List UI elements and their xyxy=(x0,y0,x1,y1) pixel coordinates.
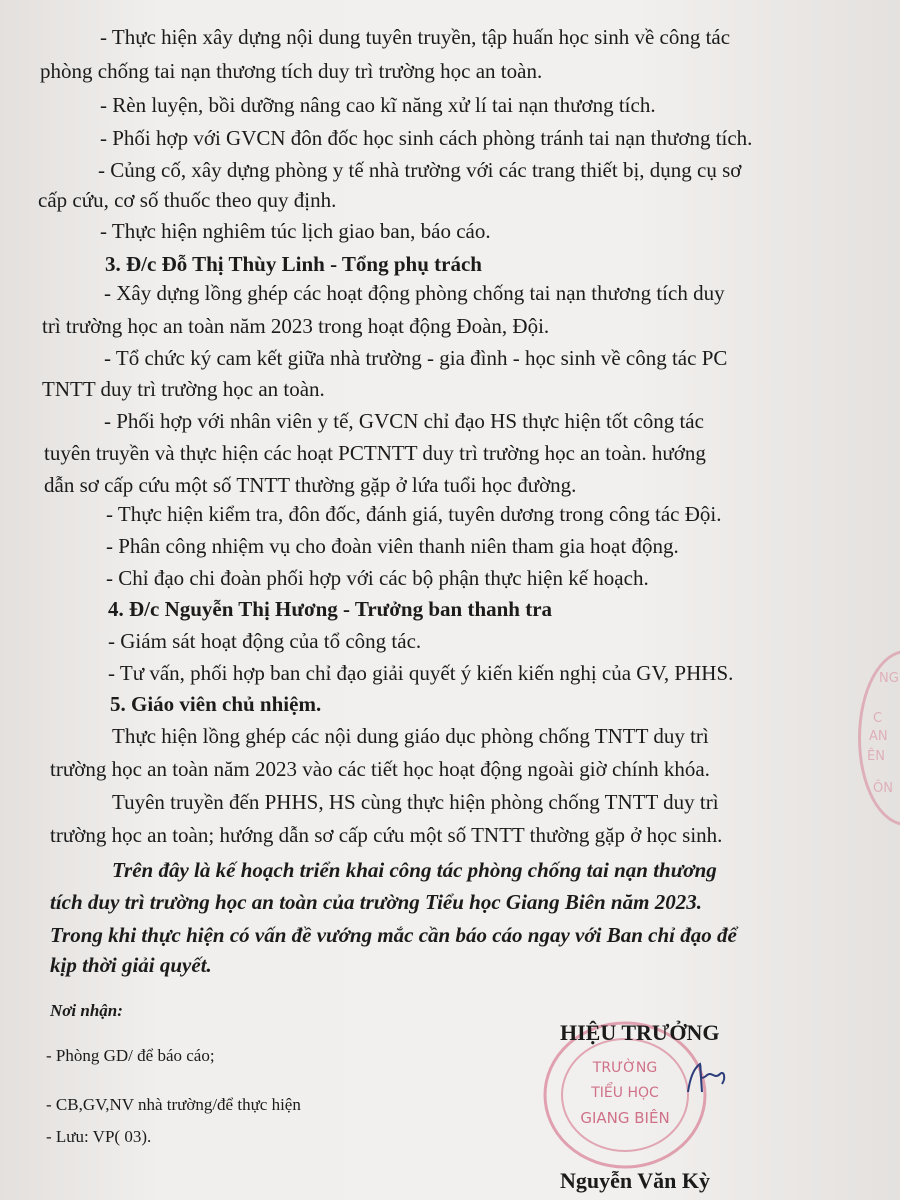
text-line: - Tổ chức ký cam kết giữa nhà trường - gia đình - học sinh về công tác PC xyxy=(104,346,728,370)
text-line: Tuyên truyền đến PHHS, HS cùng thực hiện phòng chống TNTT duy trì xyxy=(112,790,719,814)
recipient-item: - Lưu: VP( 03). xyxy=(46,1127,152,1146)
seal-line: GIANG BIÊN xyxy=(580,1109,670,1127)
text-line: - Phối hợp với nhân viên y tế, GVCN chỉ đạo HS thực hiện tốt công tác xyxy=(104,409,704,433)
signer-name: Nguyễn Văn Kỳ xyxy=(560,1168,710,1193)
text-line: tuyên truyền và thực hiện các hoạt PCTNTT duy trì trường học an toàn. hướng xyxy=(44,441,706,465)
text-line: Thực hiện lồng ghép các nội dung giáo dục phòng chống TNTT duy trì xyxy=(112,724,709,748)
text-line: - Giám sát hoạt động của tổ công tác. xyxy=(108,629,422,653)
closing-text: kịp thời giải quyết. xyxy=(50,953,212,977)
edge-stamp xyxy=(858,650,900,826)
seal-line: TIỂU HỌC xyxy=(591,1085,659,1101)
closing-text: tích duy trì trường học an toàn của trường Tiểu học Giang Biên năm 2023. xyxy=(50,890,702,914)
text-line: - Thực hiện kiểm tra, đôn đốc, đánh giá, tuyên dương trong công tác Đội. xyxy=(106,502,722,526)
text-line: phòng chống tai nạn thương tích duy trì trường học an toàn. xyxy=(40,59,543,83)
section-heading: 5. Giáo viên chủ nhiệm. xyxy=(110,692,322,716)
section-heading: 3. Đ/c Đỗ Thị Thùy Linh - Tổng phụ trách xyxy=(105,252,482,276)
closing-text: Trên đây là kế hoạch triển khai công tác phòng chống tai nạn thương xyxy=(112,858,717,882)
edge-stamp-text: AN xyxy=(869,729,888,744)
text-line: - Phân công nhiệm vụ cho đoàn viên thanh niên tham gia hoạt động. xyxy=(106,534,679,558)
signature-mark xyxy=(680,1058,730,1098)
closing-text: Trong khi thực hiện có vấn đề vướng mắc cần báo cáo ngay với Ban chỉ đạo để xyxy=(50,923,737,947)
edge-stamp-text: C xyxy=(873,711,883,726)
text-line: trường học an toàn năm 2023 vào các tiết học hoạt động ngoài giờ chính khóa. xyxy=(50,757,710,781)
text-line: - Phối hợp với GVCN đôn đốc học sinh cách phòng tránh tai nạn thương tích. xyxy=(100,126,753,150)
text-line: - Thực hiện nghiêm túc lịch giao ban, báo cáo. xyxy=(100,219,491,243)
text-line: - Rèn luyện, bồi dưỡng nâng cao kĩ năng xử lí tai nạn thương tích. xyxy=(100,93,656,117)
edge-stamp-text: ÔN xyxy=(873,781,893,796)
edge-stamp-text: NG xyxy=(879,671,899,686)
text-line: cấp cứu, cơ số thuốc theo quy định. xyxy=(38,188,337,212)
text-line: - Xây dựng lồng ghép các hoạt động phòng chống tai nạn thương tích duy xyxy=(104,281,725,305)
text-line: dẫn sơ cấp cứu một số TNTT thường gặp ở lứa tuổi học đường. xyxy=(44,473,577,497)
recipient-item: - Phòng GD/ để báo cáo; xyxy=(46,1046,215,1065)
section-heading: 4. Đ/c Nguyễn Thị Hương - Trưởng ban thanh tra xyxy=(108,597,553,621)
recipients-title: Nơi nhận: xyxy=(50,1001,123,1020)
text-line: - Củng cố, xây dựng phòng y tế nhà trường với các trang thiết bị, dụng cụ sơ xyxy=(98,158,742,182)
text-line: trì trường học an toàn năm 2023 trong hoạt động Đoàn, Đội. xyxy=(42,314,550,338)
text-line: - Chỉ đạo chi đoàn phối hợp với các bộ phận thực hiện kế hoạch. xyxy=(106,566,649,590)
text-line: - Thực hiện xây dựng nội dung tuyên truyền, tập huấn học sinh về công tác xyxy=(100,25,731,49)
seal-line: TRƯỜNG xyxy=(592,1060,658,1076)
signature-title: HIỆU TRƯỞNG xyxy=(560,1020,720,1045)
recipient-item: - CB,GV,NV nhà trường/để thực hiện xyxy=(46,1095,301,1114)
edge-stamp-text: ÊN xyxy=(867,749,885,764)
text-line: trường học an toàn; hướng dẫn sơ cấp cứu một số TNTT thường gặp ở học sinh. xyxy=(50,823,723,847)
text-line: TNTT duy trì trường học an toàn. xyxy=(42,377,325,401)
text-line: - Tư vấn, phối hợp ban chỉ đạo giải quyết ý kiến kiến nghị của GV, PHHS. xyxy=(108,661,734,685)
